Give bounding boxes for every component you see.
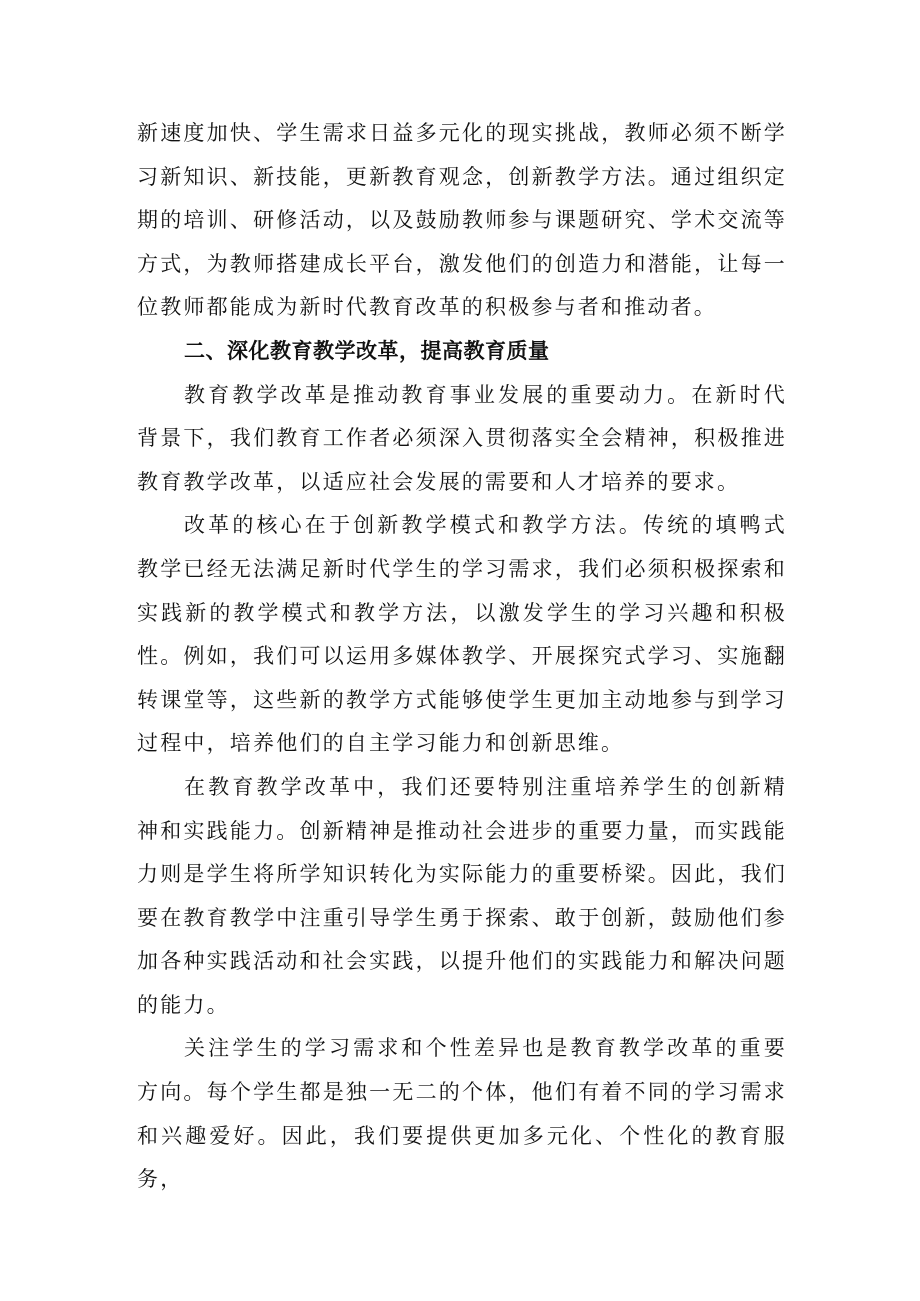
paragraph: 改革的核心在于创新教学模式和教学方法。传统的填鸭式教学已经无法满足新时代学生的学习需求，我们必须积极探索和实践新的教学模式和教学方法，以激发学生的学习兴趣和积极性。例如，我们可以运用多媒体教学、开展探究式学习、实施翻转课堂等，这些新的教学方式能够使学生更加主动地参与到学习过程中，培养他们的自主学习能力和创新思维。: [137, 513, 787, 756]
paragraph-continuation: 新速度加快、学生需求日益多元化的现实挑战，教师必须不断学习新知识、新技能，更新教育观念，创新教学方法。通过组织定期的培训、研修活动，以及鼓励教师参与课题研究、学术交流等方式，为教师搭建成长平台，激发他们的创造力和潜能，让每一位教师都能成为新时代教育改革的积极参与者和推动者。: [137, 121, 787, 320]
paragraph: 在教育教学改革中，我们还要特别注重培养学生的创新精神和实践能力。创新精神是推动社会进步的重要力量，而实践能力则是学生将所学知识转化为实际能力的重要桥梁。因此，我们要在教育教学中注重引导学生勇于探索、敢于创新，鼓励他们参加各种实践活动和社会实践，以提升他们的实践能力和解决问题的能力。: [137, 774, 787, 1017]
paragraph: 关注学生的学习需求和个性差异也是教育教学改革的重要方向。每个学生都是独一无二的个体，他们有着不同的学习需求和兴趣爱好。因此，我们要提供更加多元化、个性化的教育服务，: [137, 1036, 787, 1192]
paragraph: 教育教学改革是推动教育事业发展的重要动力。在新时代背景下，我们教育工作者必须深入贯彻落实全会精神，积极推进教育教学改革，以适应社会发展的需要和人才培养的要求。: [137, 382, 787, 494]
section-heading: 二、深化教育教学改革，提高教育质量: [184, 338, 550, 363]
document-body: [137, 112, 787, 1202]
